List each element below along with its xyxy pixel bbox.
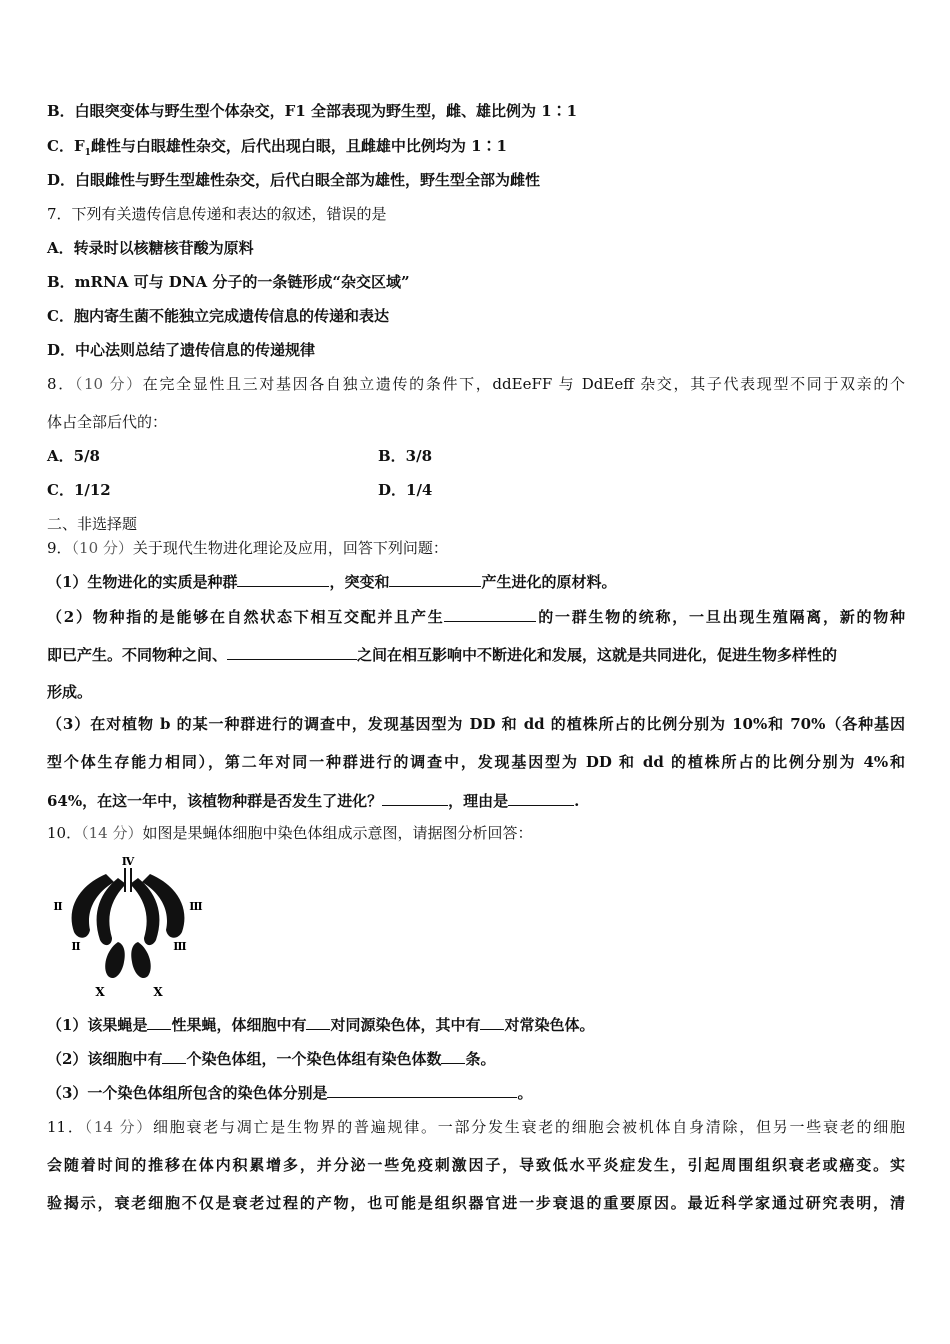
- label-ii-bottom: Ⅱ: [71, 940, 81, 953]
- answer-blank[interactable]: [227, 644, 357, 660]
- q9-part1: [47, 571, 616, 592]
- label-x-left: X: [95, 985, 105, 999]
- answer-blank[interactable]: [382, 790, 448, 806]
- q11-score: （14 分）: [84, 1118, 153, 1136]
- q9-part2-line3: 形成。: [47, 683, 93, 701]
- q11-line3: 验揭示，衰老细胞不仅是衰老过程的产物，也可能是组织器官进一步衰退的重要原因。最近科学家通过研究表明，清: [47, 1194, 905, 1212]
- answer-blank[interactable]: [147, 1014, 171, 1030]
- q9-part1-text-b: ，突变和: [329, 573, 390, 591]
- chromosome-diagram: [48, 854, 208, 1000]
- chromosome-x-right: [131, 942, 151, 978]
- answer-blank[interactable]: [162, 1048, 186, 1064]
- q9-part2-line1: [47, 606, 905, 627]
- q9-part3-line3: [47, 790, 579, 811]
- q6-option-c-prefix: C．F: [47, 137, 85, 155]
- q8-stem-text: 在完全显性且三对基因各自独立遗传的条件下，ddEeFF 与 DdEeff 杂交，其子代表现型不同于双亲的个: [142, 375, 905, 393]
- chromosome-iv-left: [124, 868, 126, 892]
- q8-stem-line2: 体占全部后代的：: [47, 413, 168, 431]
- q6-option-c-text: 雌性与白眼雄性杂交，后代出现白眼，且雌雄中比例均为 1∶1: [90, 137, 507, 155]
- q9-stem-text: 关于现代生物进化理论及应用，回答下列问题：: [132, 539, 448, 557]
- q8-stem-line1: [47, 374, 905, 394]
- q9-part3-text-c: .: [574, 792, 580, 810]
- q10-part1-text-d: 对常染色体。: [504, 1016, 595, 1034]
- q6-option-c: [47, 136, 507, 163]
- q6-option-b: B．白眼突变体与野生型个体杂交，F1 全部表现为野生型，雌、雄比例为 1∶1: [47, 102, 578, 120]
- chromosome-x-left: [105, 942, 125, 978]
- q9-part1-text-c: 产生进化的原材料。: [481, 573, 617, 591]
- q10-part1-text-b: 性果蝇，体细胞中有: [171, 1016, 307, 1034]
- q9-number: 9．: [47, 539, 72, 557]
- answer-blank[interactable]: [508, 790, 574, 806]
- q10-stem: [47, 823, 532, 843]
- q8-option-c: C．1/12: [47, 481, 111, 499]
- label-iii-bottom: Ⅲ: [173, 940, 187, 953]
- q9-part3-text-b: ，理由是: [448, 792, 509, 810]
- q11-text-line1: 细胞衰老与凋亡是生物界的普遍规律。一部分发生衰老的细胞会被机体自身清除，但另一些衰老的细胞: [152, 1118, 905, 1136]
- q10-part2-text-b: 个染色体组，一个染色体组有染色体数: [186, 1050, 442, 1068]
- q10-part1-text-c: 对同源染色体，其中有: [330, 1016, 481, 1034]
- q10-part3: [47, 1082, 532, 1103]
- q10-part3-text-b: 。: [517, 1084, 533, 1102]
- q9-part2-text-a: （2）物种指的是能够在自然状态下相互交配并且产生: [47, 608, 445, 626]
- q9-stem: [47, 538, 448, 558]
- answer-blank[interactable]: [389, 571, 481, 587]
- q8-options-row1: [47, 446, 100, 466]
- q10-part2-text-c: 条。: [465, 1050, 496, 1068]
- q9-part3-line2: 型个体生存能力相同），第二年对同一种群进行的调查中，发现基因型为 DD 和 dd 的植株所占的比例分别为 4%和: [47, 753, 905, 771]
- q9-score: （10 分）: [71, 539, 133, 557]
- q9-part2-text-d: 之间在相互影响中不断进化和发展，这就是共同进化，促进生物多样性的: [357, 646, 838, 664]
- q8-option-b: B．3/8: [378, 447, 433, 465]
- q7-option-a: A．转录时以核糖核苷酸为原料: [47, 239, 254, 257]
- q7-option-d: D．中心法则总结了遗传信息的传递规律: [47, 341, 316, 359]
- label-x-right: X: [153, 985, 163, 999]
- answer-blank[interactable]: [237, 571, 329, 587]
- q10-part2-text-a: （2）该细胞中有: [47, 1050, 163, 1068]
- q8-score: （10 分）: [74, 375, 143, 393]
- q8-option-a: A．5/8: [47, 447, 100, 465]
- q9-part3-line1: （3）在对植物 b 的某一种群进行的调查中，发现基因型为 DD 和 dd 的植株所占的比例分别为 10%和 70%（各种基因: [47, 715, 905, 733]
- q10-score: （14 分）: [81, 824, 143, 842]
- answer-blank[interactable]: [327, 1082, 517, 1098]
- q11-line1: [47, 1117, 905, 1137]
- q10-part3-text-a: （3）一个染色体组所包含的染色体分别是: [47, 1084, 328, 1102]
- q9-part2-line2: [47, 644, 837, 665]
- q10-part1-text-a: （1）该果蝇是: [47, 1016, 148, 1034]
- answer-blank[interactable]: [306, 1014, 330, 1030]
- q9-part1-text-a: （1）生物进化的实质是种群: [47, 573, 238, 591]
- chromosome-iv-right: [130, 868, 132, 892]
- q7-option-c: C．胞内寄生菌不能独立完成遗传信息的传递和表达: [47, 307, 389, 325]
- section-heading: 二、非选择题: [47, 515, 138, 533]
- answer-blank[interactable]: [441, 1048, 465, 1064]
- q10-part1: [47, 1014, 595, 1035]
- label-iii-top: Ⅲ: [189, 900, 203, 913]
- answer-blank[interactable]: [480, 1014, 504, 1030]
- q10-number: 10．: [47, 824, 82, 842]
- label-ii-top: Ⅱ: [53, 900, 63, 913]
- q9-part2-text-b: 的一群生物的统称，一旦出现生殖隔离，新的物种: [536, 608, 905, 626]
- label-iv: Ⅳ: [121, 855, 135, 868]
- q9-part3-text-a: 64%，在这一年中，该植物种群是否发生了进化？: [47, 792, 383, 810]
- q7-option-b: B．mRNA 可与 DNA 分子的一条链形成“杂交区域”: [47, 273, 410, 291]
- q6-option-c-subscript: 1: [84, 148, 91, 158]
- answer-blank[interactable]: [444, 606, 536, 622]
- q10-part2: [47, 1048, 495, 1069]
- q11-line2: 会随着时间的推移在体内积累增多，并分泌一些免疫刺激因子，导致低水平炎症发生，引起周围组织衰老或癌变。实: [47, 1156, 905, 1174]
- q6-option-d: D．白眼雌性与野生型雄性杂交，后代白眼全部为雄性，野生型全部为雌性: [47, 171, 541, 189]
- q8-number: 8．: [47, 375, 75, 393]
- q10-stem-text: 如图是果蝇体细胞中染色体组成示意图，请据图分析回答：: [142, 824, 533, 842]
- q9-part2-text-c: 即已产生。不同物种之间、: [47, 646, 228, 664]
- q8-option-d: D．1/4: [378, 481, 433, 499]
- q11-number: 11．: [47, 1118, 85, 1136]
- q7-stem: 7．下列有关遗传信息传递和表达的叙述，错误的是: [47, 205, 387, 223]
